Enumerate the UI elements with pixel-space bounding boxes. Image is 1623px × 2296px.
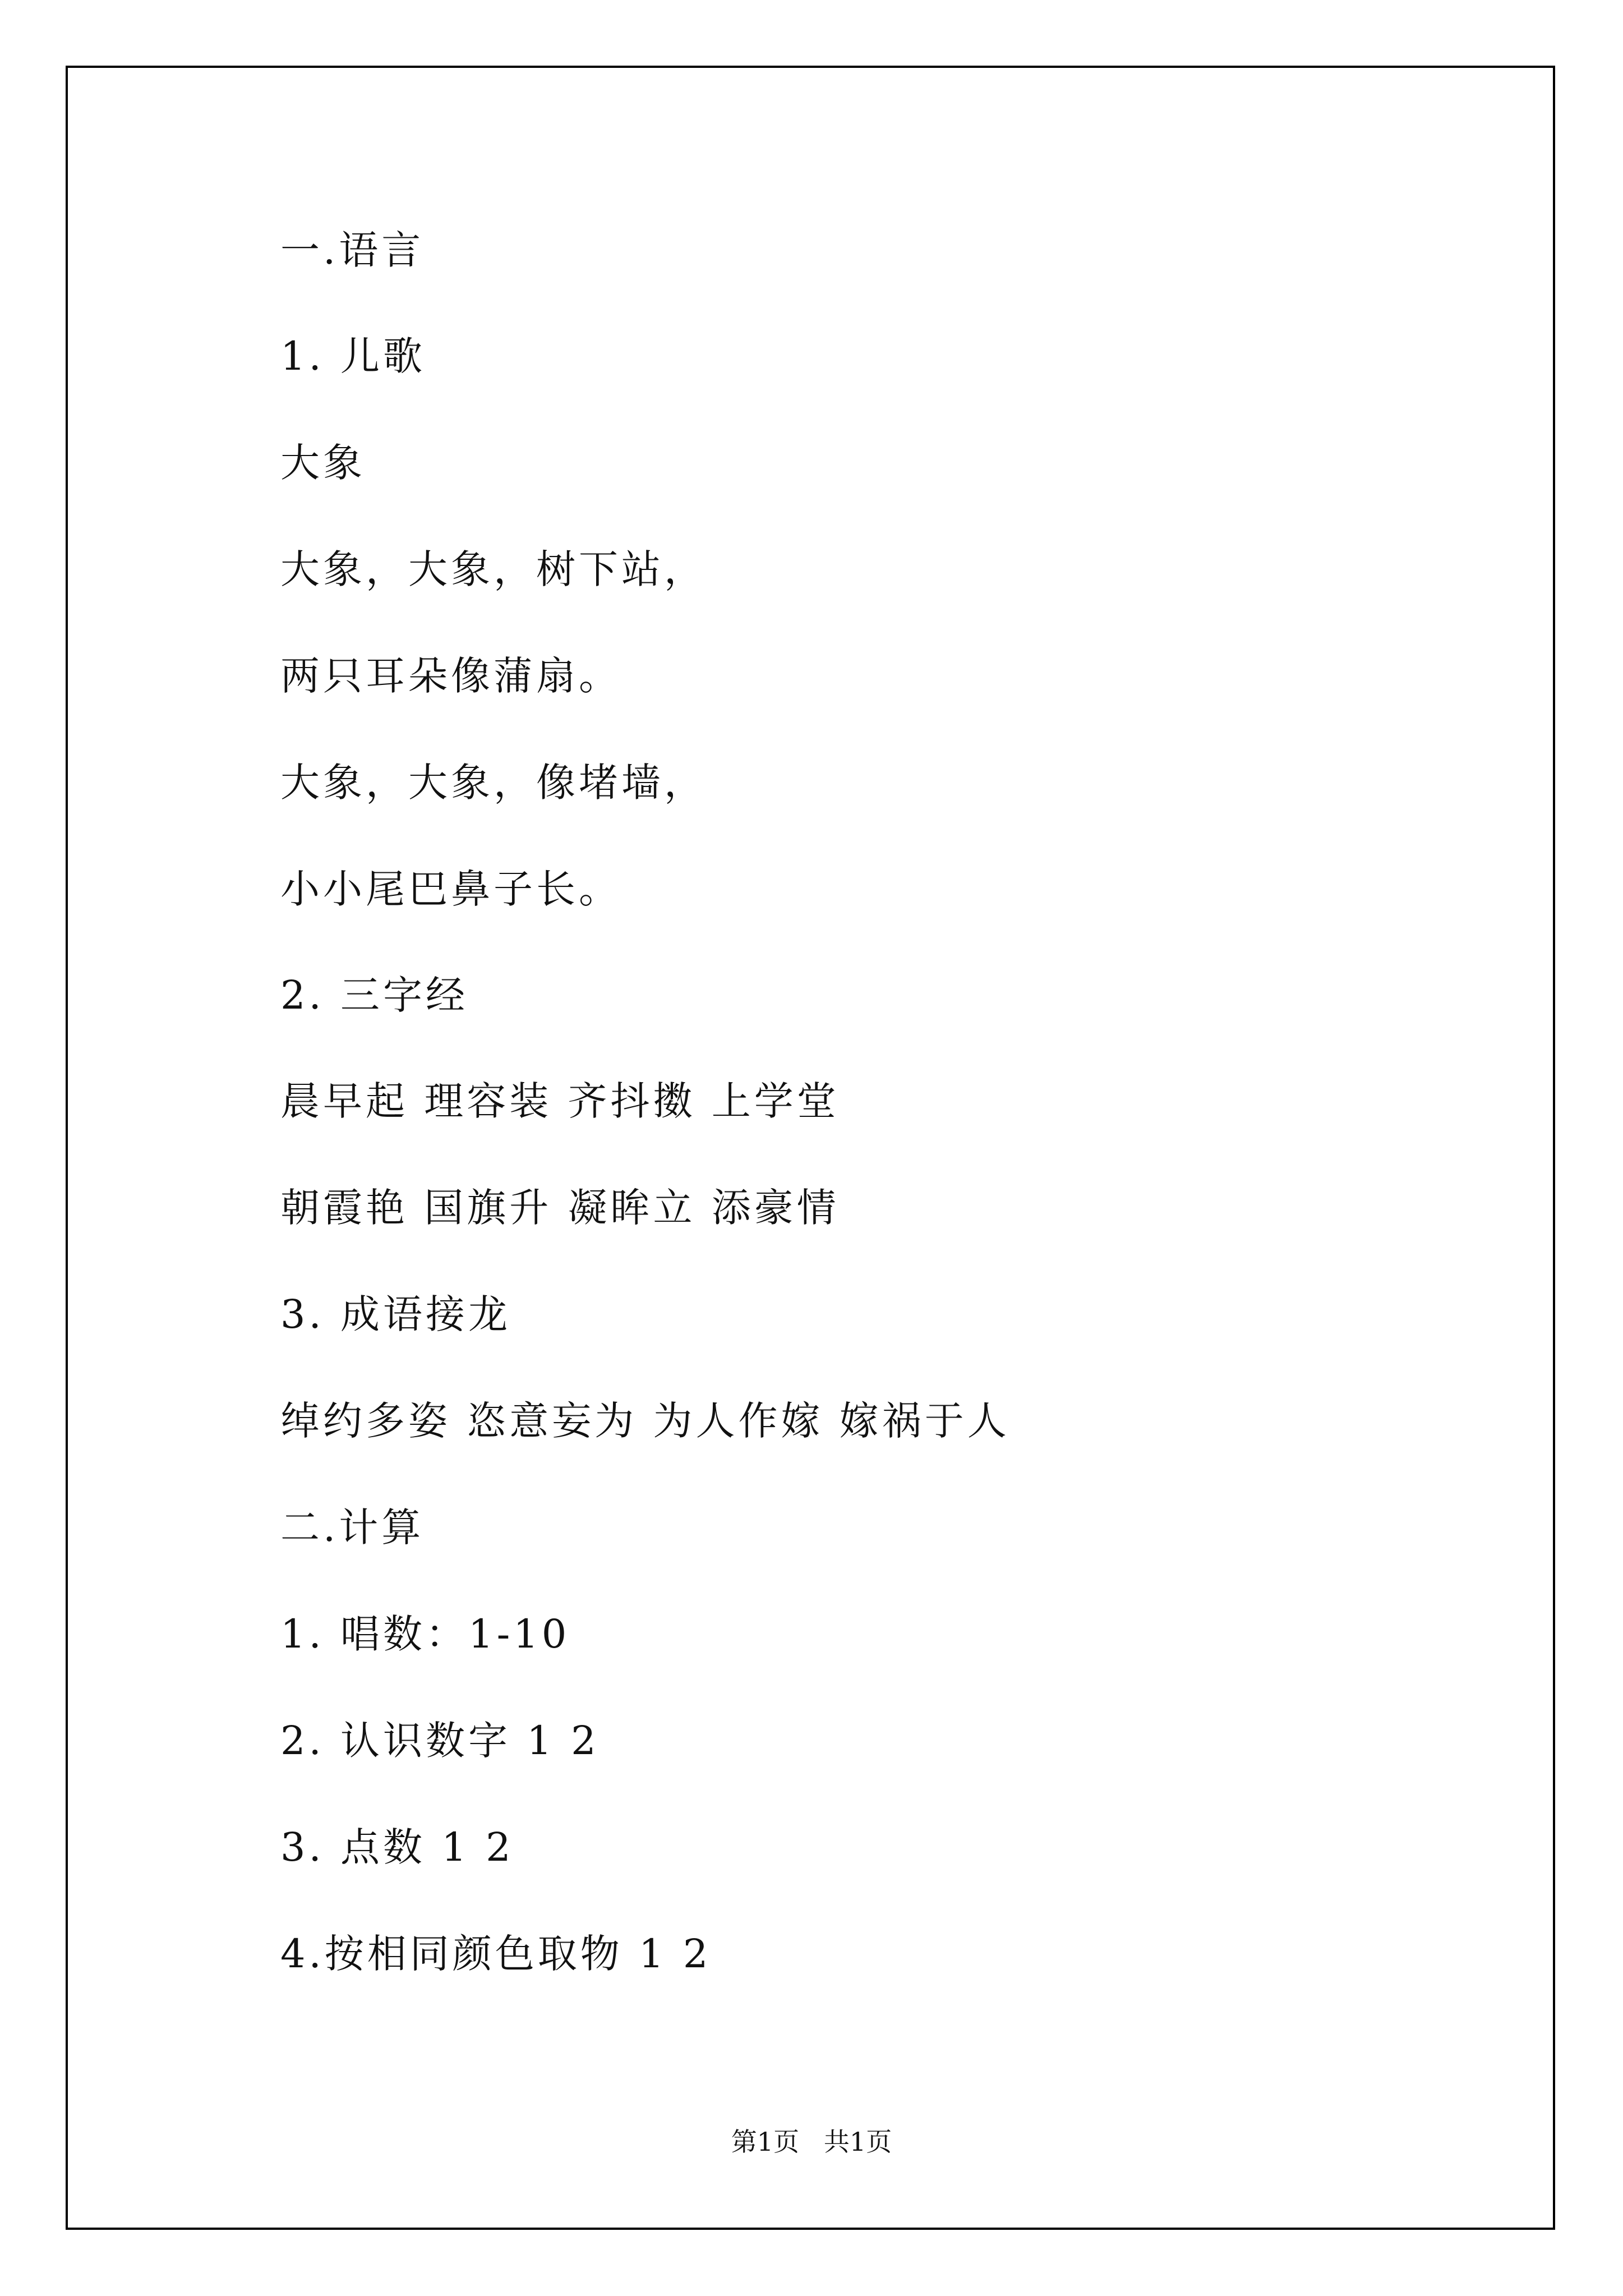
idiom-chain-line: 绰约多姿 恣意妄为 为人作嫁 嫁祸于人 (280, 1398, 1010, 1444)
subheading-three-character-classic: 2. 三字经 (280, 972, 469, 1018)
poem-line-2: 两只耳朵像蒲扇。 (280, 653, 621, 699)
calc-item-3: 3. 点数 1 2 (280, 1824, 514, 1870)
poem-line-1: 大象，大象，树下站， (280, 546, 707, 592)
poem-line-3: 大象，大象，像堵墙， (280, 760, 707, 806)
calc-item-2: 2. 认识数字 1 2 (280, 1718, 600, 1764)
heading-language: 一.语言 (280, 227, 425, 273)
subheading-idiom-chain: 3. 成语接龙 (280, 1291, 511, 1337)
classic-line-2: 朝霞艳 国旗升 凝眸立 添豪情 (280, 1185, 840, 1231)
poem-title: 大象 (280, 440, 366, 486)
subheading-nursery-rhyme: 1. 儿歌 (280, 333, 426, 379)
poem-line-4: 小小尾巴鼻子长。 (280, 866, 621, 912)
page-footer: 第1页 共1页 (731, 2127, 892, 2157)
heading-calculation: 二.计算 (280, 1504, 425, 1550)
page-border (66, 66, 1555, 2230)
calc-item-1: 1. 唱数：1-10 (280, 1611, 570, 1657)
calc-item-4: 4.按相同颜色取物 1 2 (280, 1931, 712, 1977)
classic-line-1: 晨早起 理容装 齐抖擞 上学堂 (280, 1078, 840, 1124)
